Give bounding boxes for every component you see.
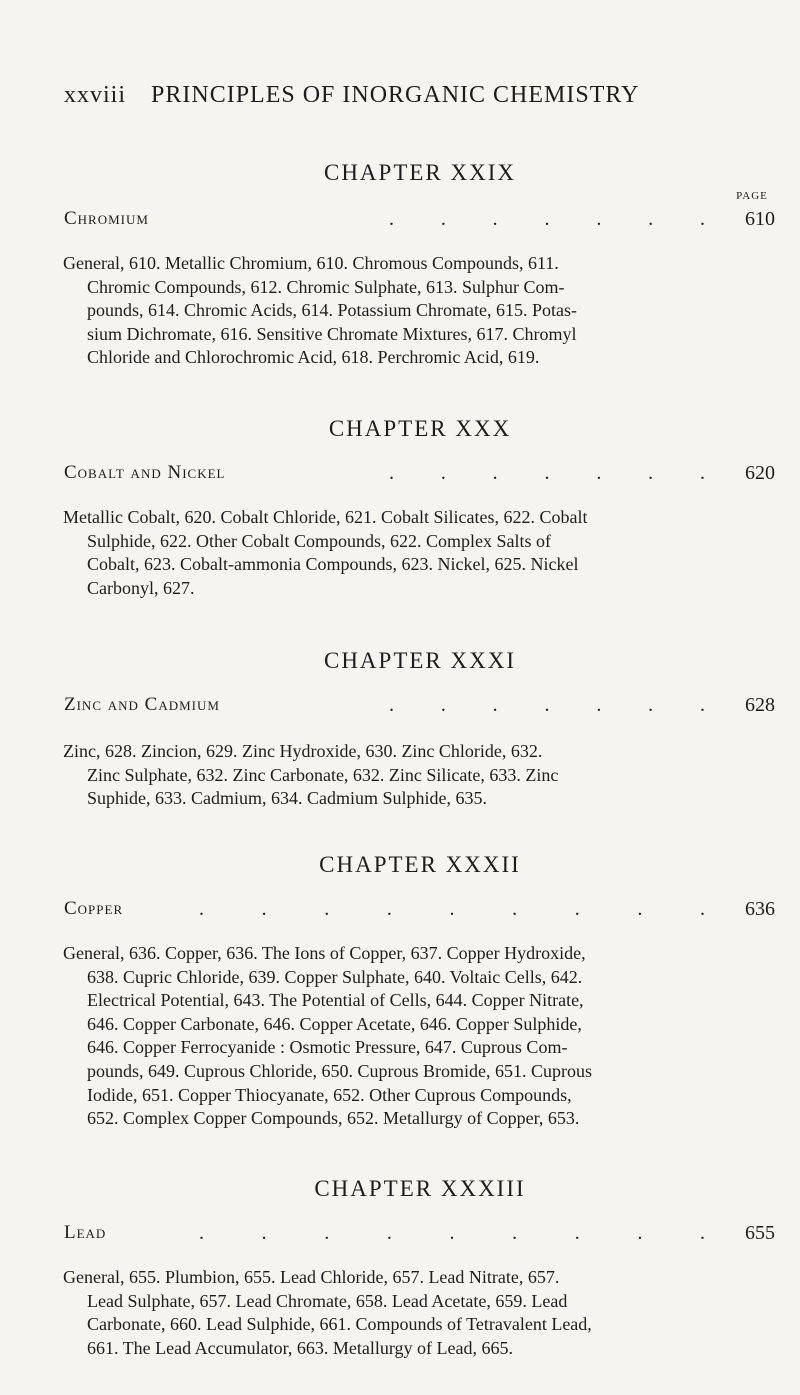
- running-head: [64, 82, 704, 109]
- contents-line: pounds, 614. Chromic Acids, 614. Potassium Chromate, 615. Potas-: [87, 300, 577, 321]
- contents-line: Chloride and Chlorochromic Acid, 618. Perchromic Acid, 619.: [87, 347, 540, 368]
- book-title: PRINCIPLES OF INORGANIC CHEMISTRY: [151, 82, 640, 108]
- toc-entry: [64, 898, 775, 926]
- leader-dots: . . . . . . .: [389, 694, 705, 716]
- contents-line: pounds, 649. Cuprous Chloride, 650. Cuprous Bromide, 651. Cuprous: [87, 1060, 593, 1081]
- entry-name: Cobalt and Nickel: [64, 462, 226, 483]
- contents-line: Lead Sulphate, 657. Lead Chromate, 658. Lead Acetate, 659. Lead: [87, 1290, 568, 1311]
- entry-name: Zinc and Cadmium: [64, 694, 220, 715]
- chapter-contents: [64, 942, 706, 1131]
- contents-line: 652. Complex Copper Compounds, 652. Metallurgy of Copper, 653.: [87, 1108, 580, 1129]
- chapter-title: CHAPTER XXXII: [319, 852, 521, 877]
- chapter-contents: [64, 506, 706, 600]
- toc-entry: [64, 694, 775, 722]
- chapter-title: CHAPTER XXXI: [323, 648, 517, 673]
- entry-page: 610: [745, 208, 775, 230]
- contents-line: 646. Copper Ferrocyanide : Osmotic Pressure, 647. Cuprous Com-: [87, 1037, 568, 1058]
- contents-line: 661. The Lead Accumulator, 663. Metallurgy of Lead, 665.: [87, 1337, 514, 1358]
- contents-line: Metallic Cobalt, 620. Cobalt Chloride, 621. Cobalt Silicates, 622. Cobalt: [63, 507, 588, 527]
- contents-line: 646. Copper Carbonate, 646. Copper Acetate, 646. Copper Sulphide,: [87, 1013, 582, 1034]
- chapter-contents: [64, 740, 706, 811]
- contents-line: Zinc, 628. Zincion, 629. Zinc Hydroxide, 630. Zinc Chloride, 632.: [63, 741, 543, 761]
- chapter-contents: [64, 1266, 706, 1360]
- leader-dots: . . . . . . .: [389, 462, 705, 484]
- entry-page: 628: [745, 694, 775, 716]
- toc-entry: [64, 1222, 775, 1250]
- entry-page: 620: [745, 462, 775, 484]
- contents-line: Chromic Compounds, 612. Chromic Sulphate, 613. Sulphur Com-: [87, 276, 565, 297]
- entry-page: 655: [745, 1222, 775, 1244]
- contents-line: Cobalt, 623. Cobalt-ammonia Compounds, 623. Nickel, 625. Nickel: [87, 554, 579, 575]
- contents-line: Carbonyl, 627.: [87, 577, 195, 598]
- chapter-contents: [64, 252, 706, 370]
- contents-line: General, 636. Copper, 636. The Ions of Copper, 637. Copper Hydroxide,: [63, 943, 586, 963]
- entry-name: Copper: [64, 898, 124, 919]
- contents-line: Suphide, 633. Cadmium, 634. Cadmium Sulphide, 635.: [87, 788, 487, 809]
- entry-page: 636: [745, 898, 775, 920]
- leader-dots: . . . . . . . . .: [199, 898, 705, 920]
- chapter-title: CHAPTER XXIX: [323, 160, 517, 185]
- contents-line: 638. Cupric Chloride, 639. Copper Sulphate, 640. Voltaic Cells, 642.: [87, 966, 583, 987]
- contents-line: Sulphide, 622. Other Cobalt Compounds, 622. Complex Salts of: [87, 530, 551, 551]
- entry-name: Chromium: [64, 208, 149, 229]
- leader-dots: . . . . . . . . .: [199, 1222, 705, 1244]
- contents-line: Zinc Sulphate, 632. Zinc Carbonate, 632. Zinc Silicate, 633. Zinc: [87, 764, 559, 785]
- contents-line: General, 610. Metallic Chromium, 610. Chromous Compounds, 611.: [63, 253, 559, 273]
- contents-line: Electrical Potential, 643. The Potential of Cells, 644. Copper Nitrate,: [87, 990, 584, 1011]
- chapter-title: CHAPTER XXX: [328, 416, 512, 441]
- page-column-label: PAGE: [736, 190, 768, 202]
- entry-name: Lead: [64, 1222, 107, 1243]
- chapter-title: CHAPTER XXXIII: [314, 1176, 526, 1201]
- toc-entry: [64, 462, 775, 490]
- contents-line: Carbonate, 660. Lead Sulphide, 661. Compounds of Tetravalent Lead,: [87, 1314, 592, 1335]
- contents-line: sium Dichromate, 616. Sensitive Chromate Mixtures, 617. Chromyl: [87, 323, 577, 344]
- contents-line: Iodide, 651. Copper Thiocyanate, 652. Other Cuprous Compounds,: [87, 1084, 572, 1105]
- leader-dots: . . . . . . .: [389, 208, 705, 230]
- contents-line: General, 655. Plumbion, 655. Lead Chloride, 657. Lead Nitrate, 657.: [63, 1267, 560, 1287]
- toc-entry: [64, 208, 775, 236]
- page-number: xxviii: [64, 82, 127, 108]
